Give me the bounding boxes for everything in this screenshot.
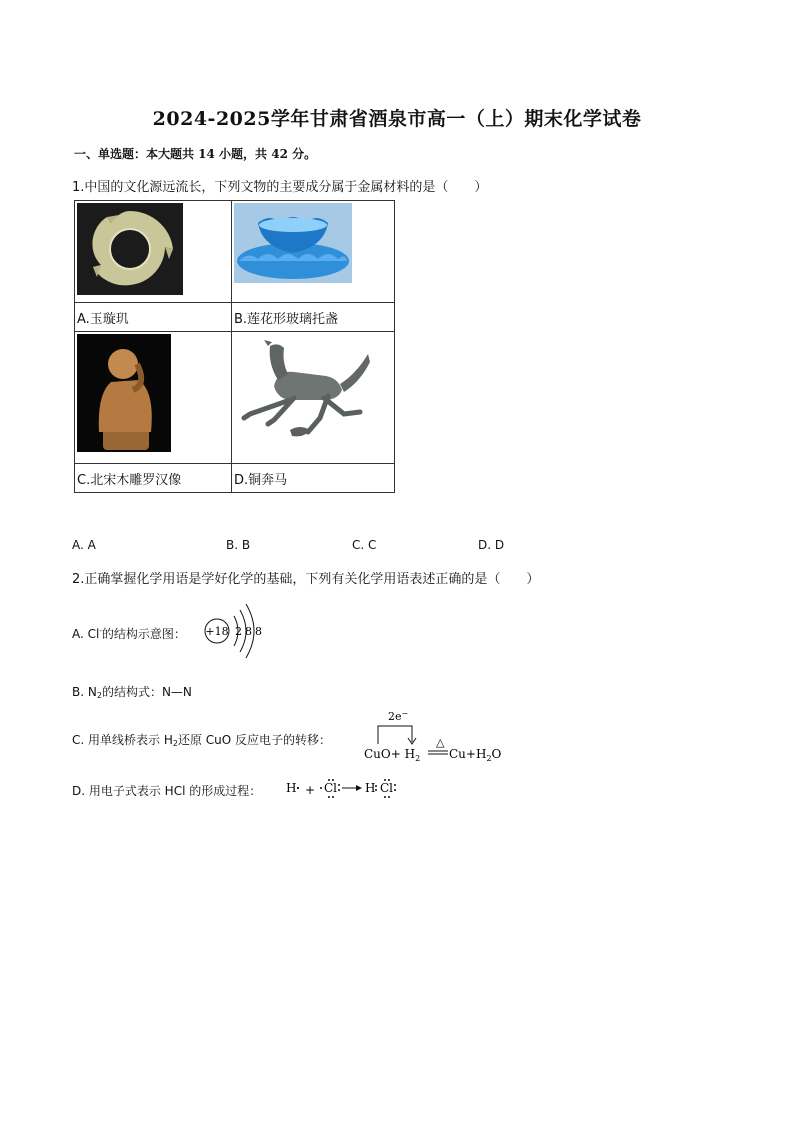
shell-3: 8: [255, 625, 262, 638]
cl-atom: Cl: [324, 781, 338, 795]
option-b[interactable]: B. B: [226, 538, 251, 552]
cell-a-caption: A.玉璇玑: [75, 303, 232, 332]
bronze-horse-image: [234, 334, 374, 446]
option-2a[interactable]: [72, 625, 186, 642]
heat-symbol: △: [436, 736, 445, 749]
cell-d-caption: D.铜奔马: [232, 464, 395, 493]
option-c[interactable]: C. C: [352, 538, 377, 552]
option-2b-prefix: B. N: [72, 685, 97, 699]
option-2b-sub: 2: [96, 691, 102, 700]
option-2c-prefix: C. 用单线桥表示 H: [72, 733, 173, 747]
wooden-arhat-image: [77, 334, 171, 452]
product-h: H: [365, 781, 376, 795]
electron-count: 2e−: [388, 709, 409, 723]
nucleus-charge: +18: [205, 625, 229, 638]
option-2a-prefix: A. Cl: [72, 627, 100, 641]
equation-reactants: $CuO+ H_2$: [364, 747, 421, 763]
cell-a-image: [75, 201, 232, 303]
plus-sign: +: [305, 783, 316, 797]
shell-1: 2: [235, 625, 242, 638]
electron-transfer-equation: [360, 708, 510, 764]
section-heading: 一、单选题：本大题共 14 小题，共 42 分。: [74, 147, 317, 161]
question-1-stem: 1.中国的文化源远流长，下列文物的主要成分属于金属材料的是（ ）: [72, 180, 488, 195]
product-cl: Cl: [380, 781, 394, 795]
cell-c-caption: C.北宋木雕罗汉像: [75, 464, 232, 493]
equation-products: $Cu+H_2O$: [449, 747, 502, 763]
hcl-electron-formula: [284, 776, 414, 802]
cell-c-image: [75, 332, 232, 464]
cell-b-image: [232, 201, 395, 303]
chloride-structure-diagram: [202, 598, 272, 664]
option-2b[interactable]: [72, 683, 192, 700]
option-2b-suffix: 的结构式：N—N: [101, 685, 192, 699]
option-2a-charge: -: [99, 627, 102, 635]
question-2-stem: 2.正确掌握化学用语是学好化学的基础，下列有关化学用语表述正确的是（ ）: [72, 572, 540, 587]
option-2c-suffix: 还原 CuO 反应电子的转移：: [177, 733, 332, 747]
h-atom: H: [286, 781, 297, 795]
option-2c-sub: 2: [172, 739, 178, 748]
page-title: 2024-2025学年甘肃省酒泉市高一（上）期末化学试卷: [152, 108, 642, 130]
cell-b-caption: B.莲花形玻璃托盏: [232, 303, 395, 332]
cell-d-image: [232, 332, 395, 464]
relics-table: [74, 200, 395, 493]
option-2a-suffix: 的结构示意图：: [101, 627, 186, 641]
jade-disc-image: [77, 203, 183, 295]
option-d[interactable]: D. D: [478, 538, 505, 552]
shell-2: 8: [245, 625, 252, 638]
option-2c[interactable]: [72, 731, 331, 748]
option-a[interactable]: A. A: [72, 538, 96, 552]
glass-lotus-cup-image: [234, 203, 352, 283]
option-2d[interactable]: D. 用电子式表示 HCl 的形成过程：: [72, 784, 262, 798]
